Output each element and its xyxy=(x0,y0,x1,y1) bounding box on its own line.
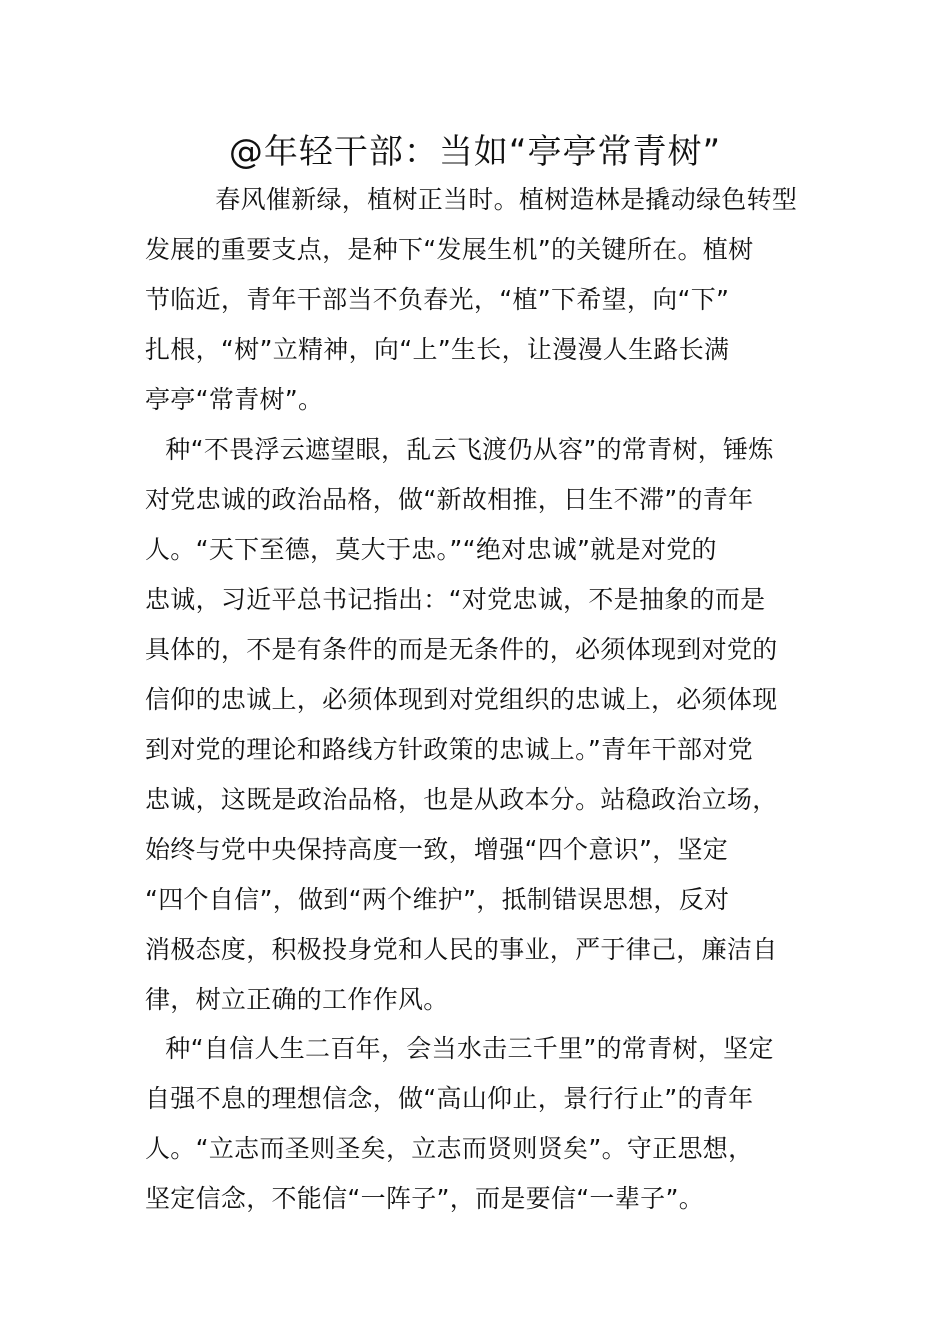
paragraph-line: 忠诚，这既是政治品格，也是从政本分。站稳政治立场， xyxy=(145,785,778,814)
paragraph-line: 春风催新绿，植树正当时。植树造林是撬动绿色转型 xyxy=(190,185,798,214)
paragraph-line: 种“不畏浮云遮望眼，乱云飞渡仍从容”的常青树，锤炼 xyxy=(140,435,774,464)
paragraph-line: 始终与党中央保持高度一致，增强“四个意识”，坚定 xyxy=(145,835,729,864)
paragraph-line: 扎根，“树”立精神，向“上”生长，让漫漫人生路长满 xyxy=(145,335,730,364)
paragraph-line: 自强不息的理想信念，做“高山仰止，景行行止”的青年 xyxy=(145,1084,754,1113)
paragraph-line: 忠诚，习近平总书记指出：“对党忠诚，不是抽象的而是 xyxy=(145,585,766,614)
paragraph-line: 消极态度，积极投身党和人民的事业，严于律己，廉洁自 xyxy=(145,935,778,964)
paragraph-line: 具体的，不是有条件的而是无条件的，必须体现到对党的 xyxy=(145,635,778,664)
document-title: @年轻干部：当如“亭亭常青树” xyxy=(228,132,722,172)
paragraph-line: 亭亭“常青树”。 xyxy=(145,385,324,414)
paragraph-line: 对党忠诚的政治品格，做“新故相推，日生不滞”的青年 xyxy=(145,485,754,514)
paragraph-line: 人。“天下至德，莫大于忠。”“绝对忠诚”就是对党的 xyxy=(145,535,717,564)
paragraph-line: “四个自信”，做到“两个维护”，抵制错误思想，反对 xyxy=(145,885,730,914)
paragraph-line: 到对党的理论和路线方针政策的忠诚上。”青年干部对党 xyxy=(145,735,753,764)
paragraph-line: 信仰的忠诚上，必须体现到对党组织的忠诚上，必须体现 xyxy=(145,685,778,714)
paragraph-line: 发展的重要支点，是种下“发展生机”的关键所在。植树 xyxy=(145,235,754,264)
paragraph-line: 节临近，青年干部当不负春光，“植”下希望，向“下” xyxy=(145,285,730,314)
paragraph-line: 律，树立正确的工作作风。 xyxy=(145,985,449,1014)
paragraph-line: 种“自信人生二百年，会当水击三千里”的常青树，坚定 xyxy=(140,1034,774,1063)
paragraph-line: 人。“立志而圣则圣矣，立志而贤则贤矣”。守正思想， xyxy=(145,1134,754,1163)
paragraph-line: 坚定信念，不能信“一阵子”，而是要信“一辈子”。 xyxy=(145,1184,705,1213)
